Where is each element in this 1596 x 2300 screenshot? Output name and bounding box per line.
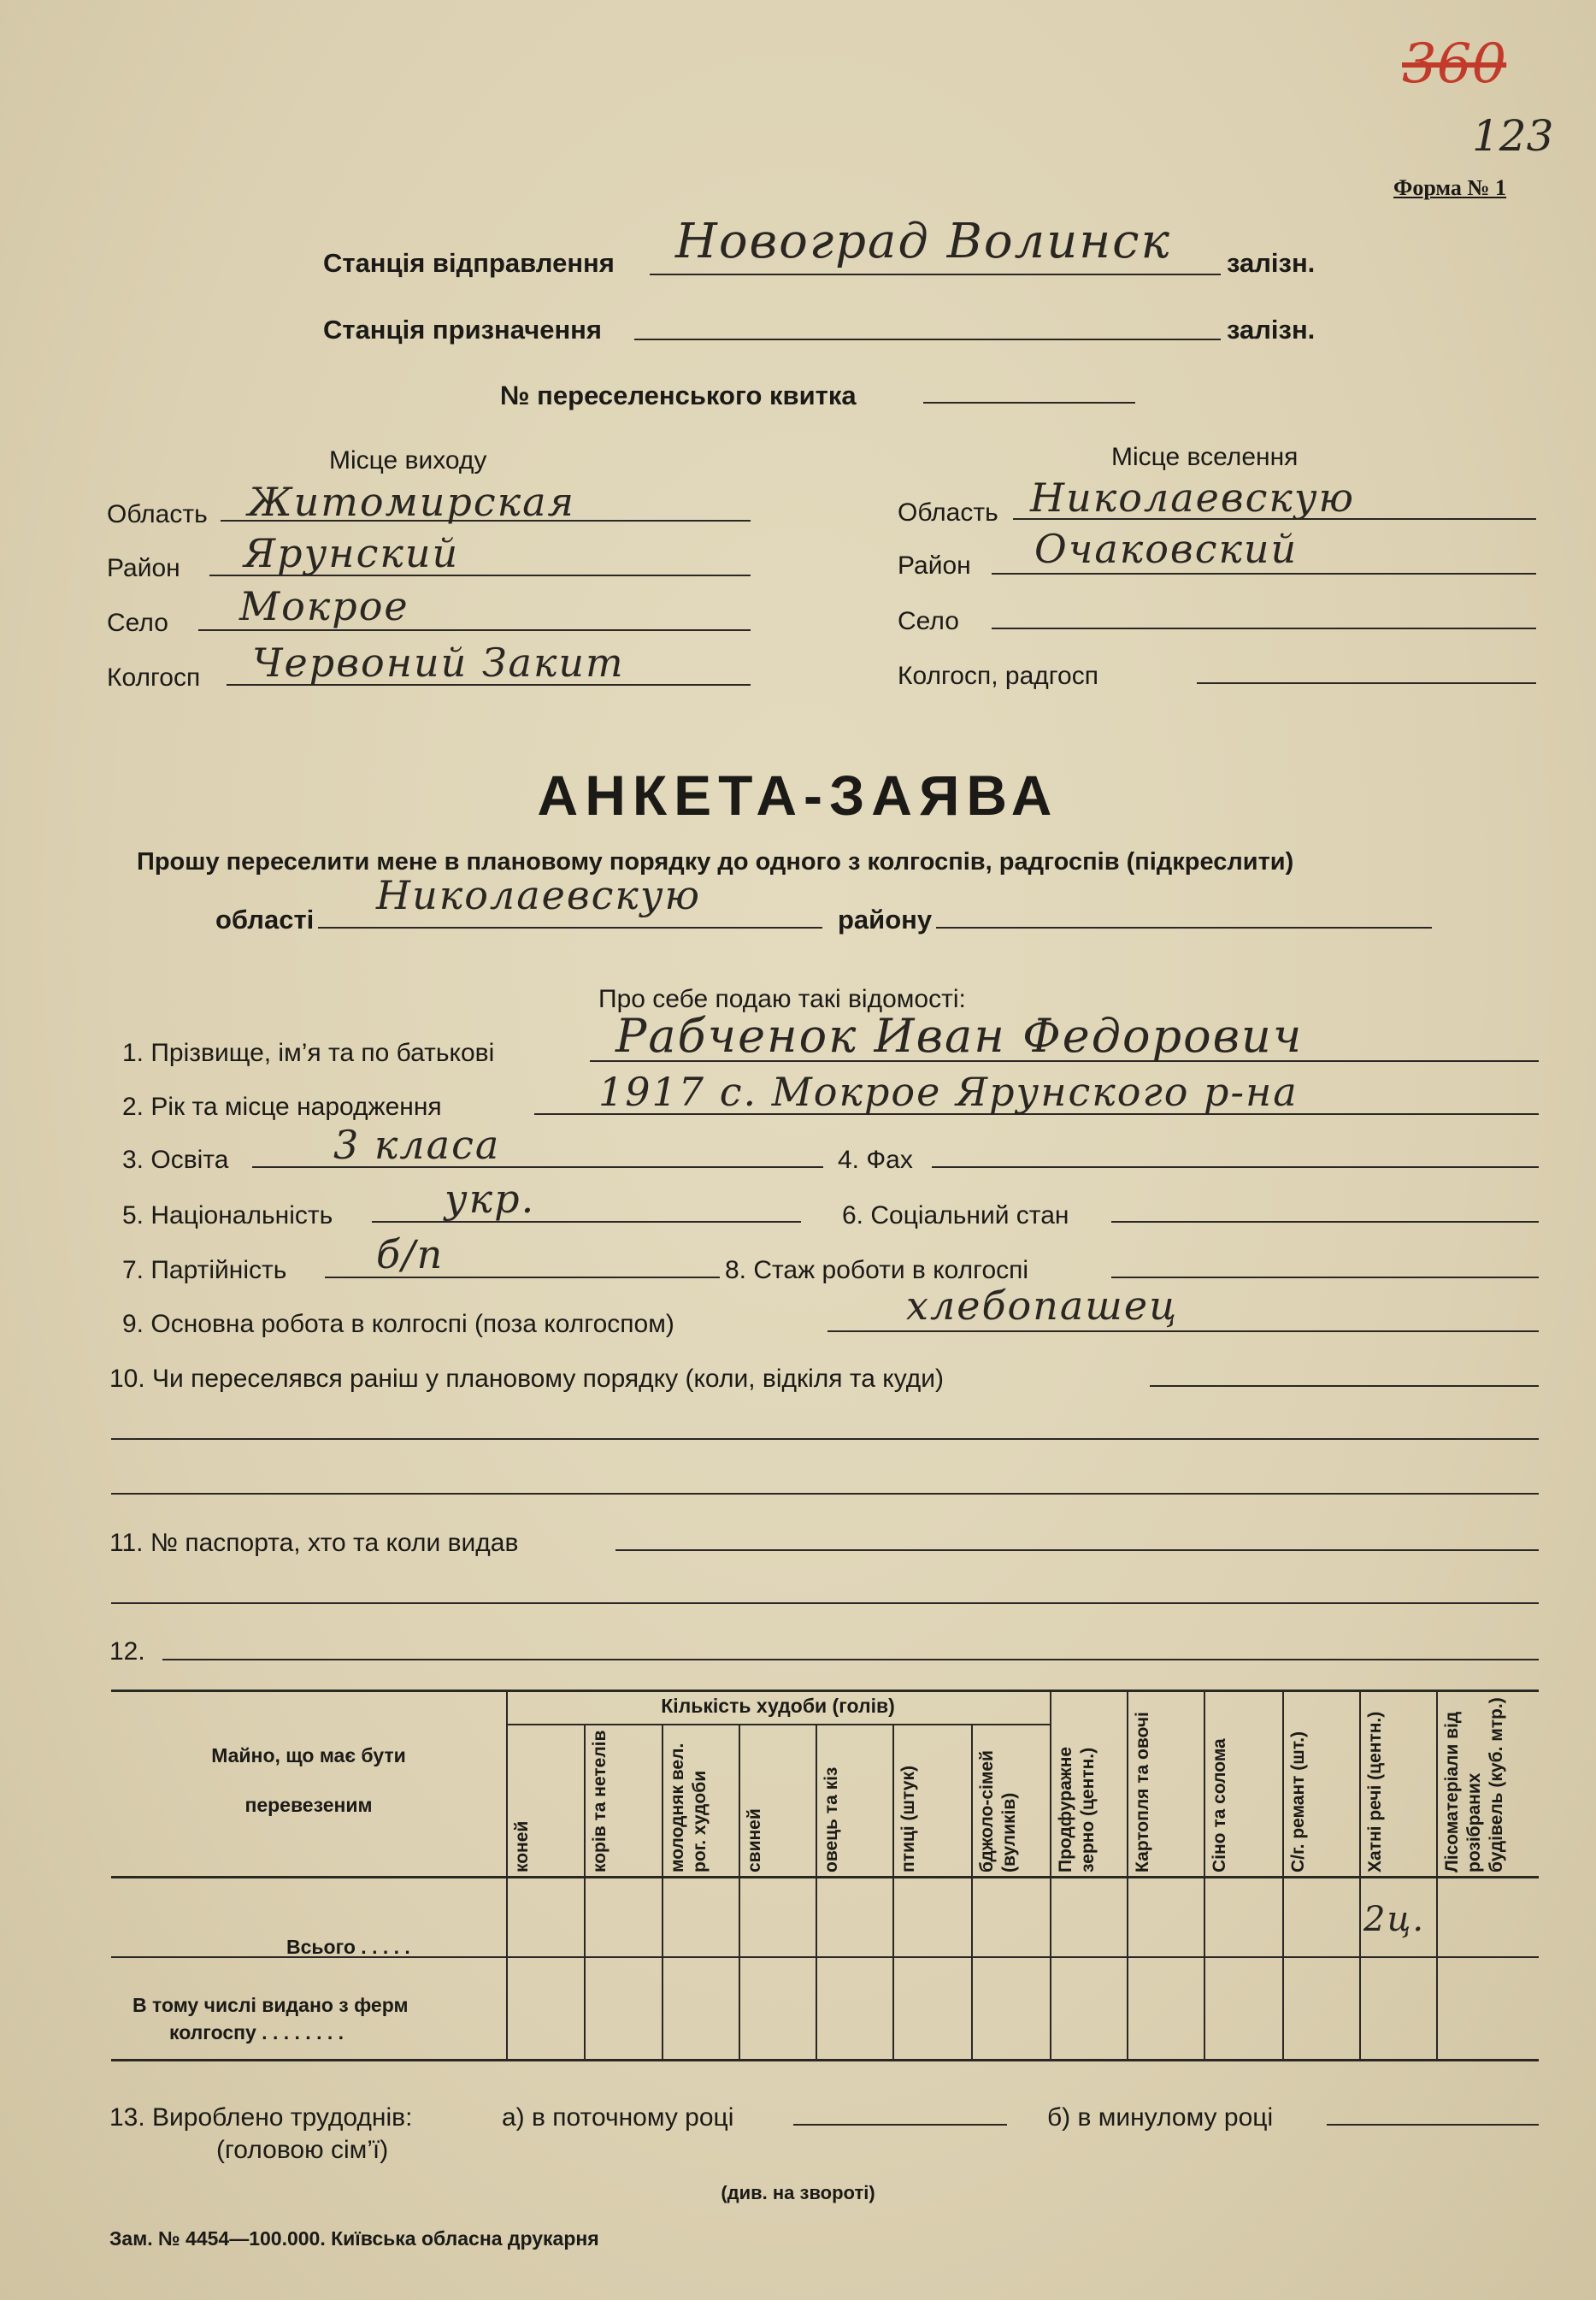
ticket-line bbox=[923, 402, 1135, 404]
field-5-value: укр. bbox=[445, 1176, 536, 1222]
request-oblasti-value: Николаевскую bbox=[376, 872, 702, 918]
table-column-divider bbox=[506, 1690, 508, 2059]
rail-suffix-2: залізн. bbox=[1227, 315, 1316, 345]
destination-kolhosp-line bbox=[1197, 682, 1536, 684]
field-9-line bbox=[827, 1330, 1539, 1332]
form-label: Форма № 1 bbox=[1393, 175, 1507, 200]
table-column-header: бджоло-сімей (вуликів) bbox=[977, 1750, 1019, 1872]
field-2-label: 2. Рік та місце народження bbox=[122, 1093, 442, 1121]
destination-oblast-label: Область bbox=[898, 498, 998, 527]
field-1-label: 1. Прізвище, ім’я та по батькові bbox=[122, 1039, 495, 1067]
table-column-header: Лісоматеріали від розібраних будівель (куб. мтр.) bbox=[1442, 1697, 1506, 1872]
field-4-line bbox=[932, 1166, 1539, 1168]
destination-selo-label: Село bbox=[898, 607, 959, 635]
table-column-header: молодняк вел. рог. худоби bbox=[668, 1743, 710, 1872]
row-total-label: Всього . . . . . bbox=[286, 1936, 410, 1958]
table-column-divider bbox=[662, 1724, 663, 2059]
row-farm-label-1: В тому числі видано з ферм bbox=[133, 1994, 409, 2016]
field-7-value: б/п bbox=[376, 1231, 445, 1277]
row-total-household-value: 2ц. bbox=[1363, 1900, 1426, 1939]
destination-rayon-label: Район bbox=[898, 551, 971, 580]
field-11-line-b bbox=[111, 1602, 1539, 1604]
departure-station-line bbox=[650, 274, 1221, 275]
field-6-label: 6. Соціальний стан bbox=[842, 1201, 1069, 1230]
field-5-line bbox=[372, 1221, 801, 1223]
ticket-label: № переселенського квитка bbox=[500, 380, 857, 410]
request-oblasti-line bbox=[318, 927, 822, 929]
field-3-label: 3. Освіта bbox=[122, 1146, 229, 1174]
request-rayonu-line bbox=[936, 927, 1432, 929]
table-column-header: коней bbox=[512, 1820, 532, 1872]
table-column-header: Хатні речі (центн.) bbox=[1365, 1711, 1385, 1872]
field-8-label: 8. Стаж роботи в колгоспі bbox=[725, 1256, 1029, 1284]
origin-kolhosp-value: Червоний Закит bbox=[252, 640, 625, 686]
origin-selo-value: Мокрое bbox=[239, 583, 409, 629]
field-6-line bbox=[1111, 1221, 1539, 1223]
field-12-label: 12. bbox=[109, 1637, 145, 1666]
table-column-divider bbox=[816, 1724, 817, 2059]
archive-number-struck: 360 bbox=[1402, 32, 1507, 96]
field-10-label: 10. Чи переселявся раніш у плановому порядку (коли, відкіля та куди) bbox=[109, 1365, 945, 1393]
table-column-header: Продфуражне зерно (центн.) bbox=[1056, 1746, 1098, 1872]
origin-rayon-value: Ярунский bbox=[244, 530, 460, 576]
table-column-header: Картопля та овочі bbox=[1133, 1712, 1152, 1872]
origin-selo-label: Село bbox=[107, 609, 168, 637]
form-title: АНКЕТА-ЗАЯВА bbox=[537, 764, 1059, 827]
row-farm-label-2: колгоспу . . . . . . . . bbox=[169, 2021, 345, 2043]
footer-note: (див. на звороті) bbox=[721, 2182, 875, 2203]
field-3-value: 3 класа bbox=[333, 1122, 501, 1168]
field-9-label: 9. Основна робота в колгоспі (поза колгоспом) bbox=[122, 1310, 674, 1338]
workdays-current-line bbox=[793, 2124, 1007, 2126]
printer-imprint: Зам. № 4454—100.000. Київська обласна друкарня bbox=[109, 2227, 599, 2250]
property-header-1: Майно, що має бути bbox=[211, 1744, 406, 1766]
request-oblasti-label: області bbox=[215, 905, 315, 935]
intro-text: Про себе подаю такі відомості: bbox=[598, 985, 966, 1013]
table-column-divider bbox=[1359, 1690, 1361, 2059]
workdays-previous-line bbox=[1327, 2124, 1539, 2126]
table-column-header: корів та нетелів bbox=[590, 1730, 610, 1872]
origin-selo-line bbox=[198, 629, 751, 631]
origin-kolhosp-label: Колгосп bbox=[107, 663, 201, 692]
origin-oblast-label: Область bbox=[107, 500, 208, 528]
field-10-line-a bbox=[1150, 1385, 1539, 1387]
field-7-label: 7. Партійність bbox=[122, 1256, 287, 1284]
field-11-line-a bbox=[615, 1549, 1539, 1551]
field-4-label: 4. Фах bbox=[838, 1146, 913, 1174]
table-column-divider bbox=[971, 1724, 973, 2059]
destination-station-label: Станція призначення bbox=[323, 315, 602, 345]
field-9-value: хлебопашец bbox=[906, 1283, 1179, 1329]
livestock-header: Кількість худоби (голів) bbox=[661, 1695, 895, 1717]
table-column-divider bbox=[739, 1724, 740, 2059]
archive-number: 123 bbox=[1472, 111, 1554, 161]
origin-oblast-value: Житомирская bbox=[248, 479, 575, 525]
table-column-divider bbox=[1127, 1690, 1128, 2059]
field-8-line bbox=[1111, 1277, 1539, 1278]
destination-rayon-value: Очаковский bbox=[1034, 526, 1299, 572]
departure-station-value: Новоград Волинск bbox=[675, 214, 1171, 269]
field-1-value: Рабченок Иван Федорович bbox=[615, 1009, 1304, 1063]
workdays-current-label: а) в поточному році bbox=[502, 2103, 734, 2132]
workdays-label-1: 13. Вироблено трудоднів: bbox=[109, 2103, 413, 2132]
destination-heading: Місце вселення bbox=[1111, 443, 1299, 471]
destination-rayon-line bbox=[992, 573, 1536, 575]
field-12-line bbox=[162, 1659, 1539, 1660]
field-11-label: 11. № паспорта, хто та коли видав bbox=[109, 1529, 519, 1557]
departure-station-label: Станція відправлення bbox=[323, 248, 615, 278]
destination-selo-line bbox=[992, 628, 1536, 629]
rail-suffix-1: залізн. bbox=[1227, 248, 1316, 278]
table-column-header: птиці (штук) bbox=[898, 1766, 918, 1872]
table-column-divider bbox=[1436, 1690, 1438, 2059]
destination-oblast-value: Николаевскую bbox=[1030, 475, 1356, 521]
table-column-divider bbox=[1282, 1690, 1284, 2059]
table-column-header: С/г. ремант (шт.) bbox=[1288, 1731, 1308, 1872]
destination-station-line bbox=[634, 339, 1221, 340]
field-2-value: 1917 с. Мокрое Ярунского р-на bbox=[598, 1069, 1299, 1115]
workdays-label-2: (головою сім’ї) bbox=[216, 2136, 389, 2164]
table-column-divider bbox=[1050, 1690, 1051, 2059]
property-header-2: перевезеним bbox=[244, 1794, 373, 1816]
workdays-previous-label: б) в минулому році bbox=[1047, 2103, 1274, 2132]
origin-heading: Місце виходу bbox=[329, 446, 487, 475]
field-5-label: 5. Національність bbox=[122, 1201, 333, 1230]
table-column-divider bbox=[584, 1724, 586, 2059]
table-column-header: Сіно та солома bbox=[1210, 1738, 1229, 1872]
field-10-line-c bbox=[111, 1493, 1539, 1495]
request-text: Прошу переселити мене в плановому порядку до одного з колгоспів, радгоспів (підкреслити) bbox=[137, 848, 1294, 876]
request-rayonu-label: району bbox=[838, 905, 933, 935]
table-column-divider bbox=[892, 1724, 894, 2059]
table-column-header: овець та кіз bbox=[822, 1766, 841, 1872]
destination-kolhosp-label: Колгосп, радгосп bbox=[898, 662, 1098, 690]
origin-rayon-label: Район bbox=[107, 554, 180, 582]
field-10-line-b bbox=[111, 1438, 1539, 1440]
table-column-divider bbox=[1204, 1690, 1205, 2059]
table-column-header: свиней bbox=[745, 1808, 764, 1872]
